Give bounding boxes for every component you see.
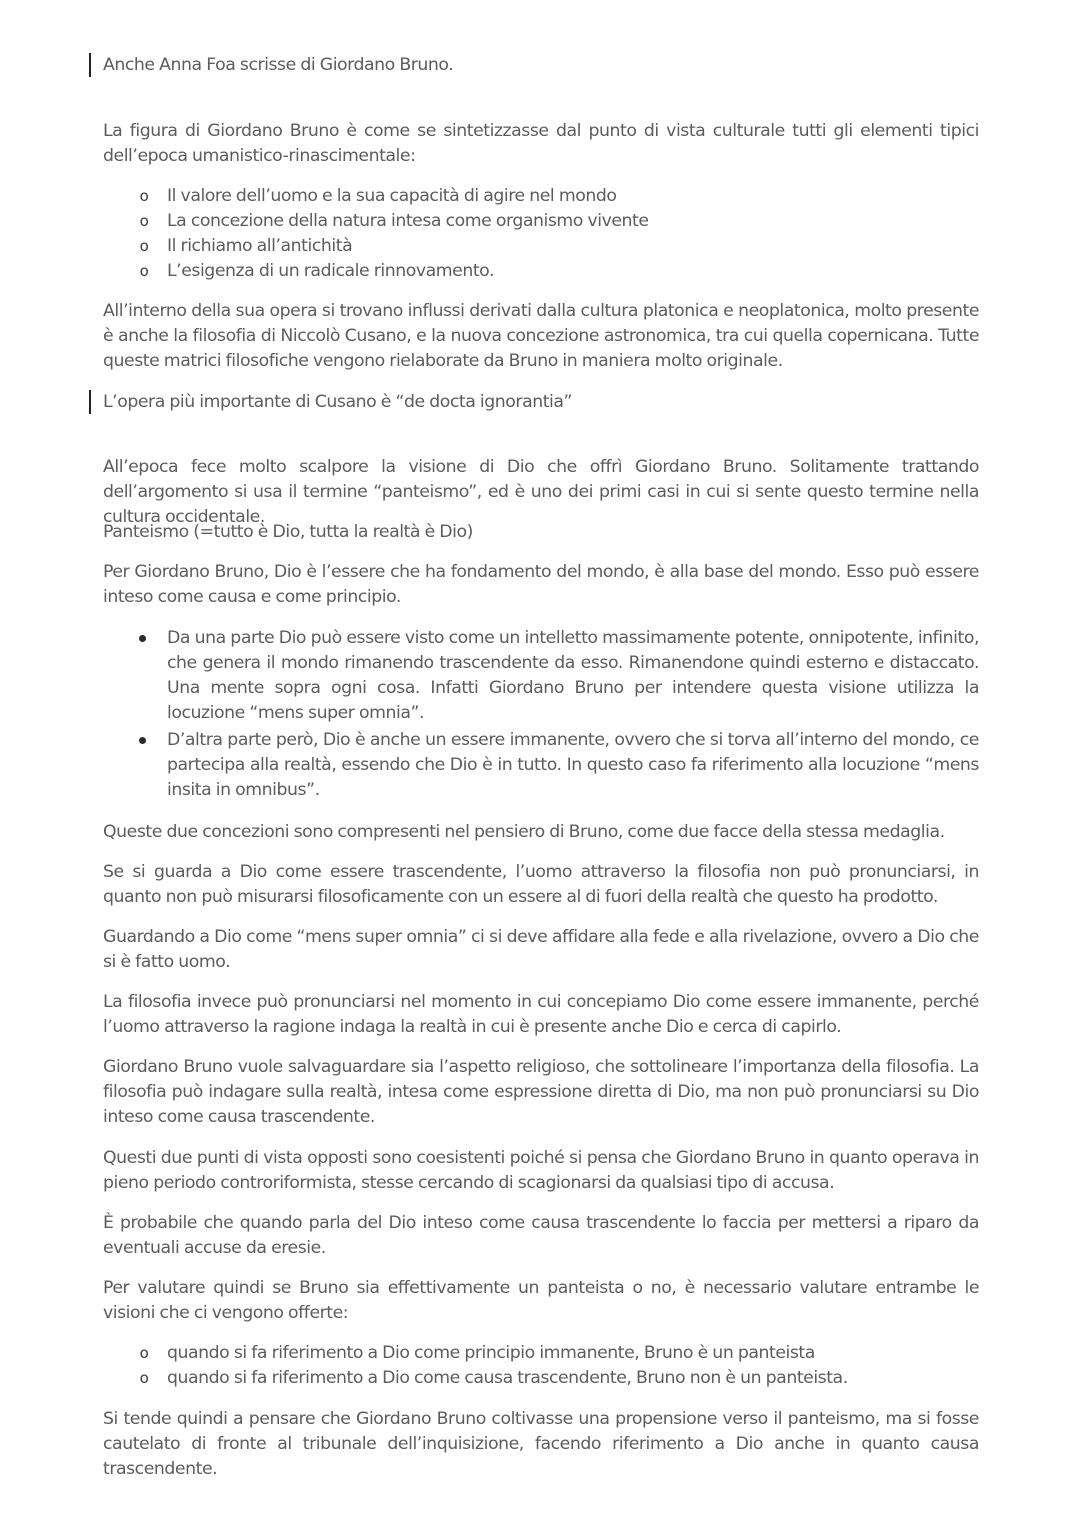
paragraph: Questi due punti di vista opposti sono coesistenti poiché si pensa che Giordano Bruno in quanto operava in pieno periodo controriformista, stesse cercando di scagionarsi da qualsiasi tipo di accusa. [103,1148,979,1193]
list-item: o Il richiamo all’antichità [103,234,979,259]
circle-bullet-icon: o [139,237,149,255]
paragraph: Per valutare quindi se Bruno sia effettivamente un panteista o no, è necessario valutare entrambe le visioni che ci vengono offerte: [103,1278,979,1323]
bullet-icon [139,635,146,642]
intro-paragraph: La figura di Giordano Bruno è come se sintetizzasse dal punto di vista culturale tutti gli elementi tipici dell’epoca umanistico-rinascimentale: [103,121,979,166]
paragraph: Per Giordano Bruno, Dio è l’essere che ha fondamento del mondo, è alla base del mondo. Esso può essere inteso come causa e come principio. [103,562,979,607]
list-item: Da una parte Dio può essere visto come un intelletto massimamente potente, onnipotente, infinito, che genera il mondo rimanendo trascendente da esso. Rimanendone quindi esterno e distaccato. Una mente sopra ogni cosa. Infatti Giordano Bruno per intendere questa visione utilizza la locuzione “mens super omnia”. [103,626,979,728]
list-item: o quando si fa riferimento a Dio come causa trascendente, Bruno non è un panteista. [103,1366,979,1391]
note-anna-foa: Anche Anna Foa scrisse di Giordano Bruno. [103,55,454,75]
elements-list [103,184,979,284]
final-paragraph: Si tende quindi a pensare che Giordano Bruno coltivasse una propensione verso il panteismo, ma si fosse cautelato di fronte al tribunale dell’inquisizione, facendo riferimento a Dio anche in quanto causa trascendente. [103,1409,979,1479]
conclusions-list [103,1341,979,1391]
circle-bullet-icon: o [139,1344,149,1362]
list-item: D’altra parte però, Dio è anche un essere immanente, ovvero che si torva all’interno del mondo, ce partecipa alla realtà, essendo che Dio è in tutto. In questo caso fa riferimento alla locuzione “mens insita in omnibus”. [103,728,979,803]
paragraph: Queste due concezioni sono compresenti nel pensiero di Bruno, come due facce della stessa medaglia. [103,822,945,842]
influences-paragraph: All’interno della sua opera si trovano influssi derivati dalla cultura platonica e neoplatonica, molto presente è anche la filosofia di Niccolò Cusano, e la nuova concezione astronomica, tra cui quella copernicana. Tutte queste matrici filosofiche vengono rielaborate da Bruno in maniera molto originale. [103,301,979,371]
list-item: o quando si fa riferimento a Dio come principio immanente, Bruno è un panteista [103,1341,979,1366]
note-cusano: L’opera più importante di Cusano è “de docta ignorantia” [103,392,573,412]
list-item: o L’esigenza di un radicale rinnovamento. [103,259,979,284]
paragraph: Guardando a Dio come “mens super omnia” ci si deve affidare alla fede e alla rivelazione, ovvero a Dio che si è fatto uomo. [103,927,979,972]
paragraph: Se si guarda a Dio come essere trascendente, l’uomo attraverso la filosofia non può pronunciarsi, in quanto non può misurarsi filosoficamente con un essere al di fuori della realtà che questo ha prodotto. [103,862,979,907]
paragraph: La filosofia invece può pronunciarsi nel momento in cui concepiamo Dio come essere immanente, perché l’uomo attraverso la ragione indaga la realtà in cui è presente anche Dio e cerca di capirlo. [103,992,979,1037]
panteismo-definition: Panteismo (=tutto è Dio, tutta la realtà è Dio) [103,522,473,542]
paragraph: All’epoca fece molto scalpore la visione di Dio che offrì Giordano Bruno. Solitamente trattando dell’argomento si usa il termine “panteismo”, ed è uno dei primi casi in cui si sente questo termine nella cultura occidentale. [103,457,979,527]
bullet-icon [139,737,146,744]
list-item: o La concezione della natura intesa come organismo vivente [103,209,979,234]
paragraph: Giordano Bruno vuole salvaguardare sia l’aspetto religioso, che sottolineare l’importanza della filosofia. La filosofia può indagare sulla realtà, intesa come espressione diretta di Dio, ma non può pronunciarsi su Dio inteso come causa trascendente. [103,1057,979,1127]
circle-bullet-icon: o [139,187,149,205]
circle-bullet-icon: o [139,1369,149,1387]
circle-bullet-icon: o [139,212,149,230]
note-bar [89,390,91,414]
views-list [103,626,979,803]
note-bar [89,53,91,77]
circle-bullet-icon: o [139,262,149,280]
paragraph: È probabile che quando parla del Dio inteso come causa trascendente lo faccia per mettersi a riparo da eventuali accuse da eresie. [103,1213,979,1258]
list-item: o Il valore dell’uomo e la sua capacità di agire nel mondo [103,184,979,209]
